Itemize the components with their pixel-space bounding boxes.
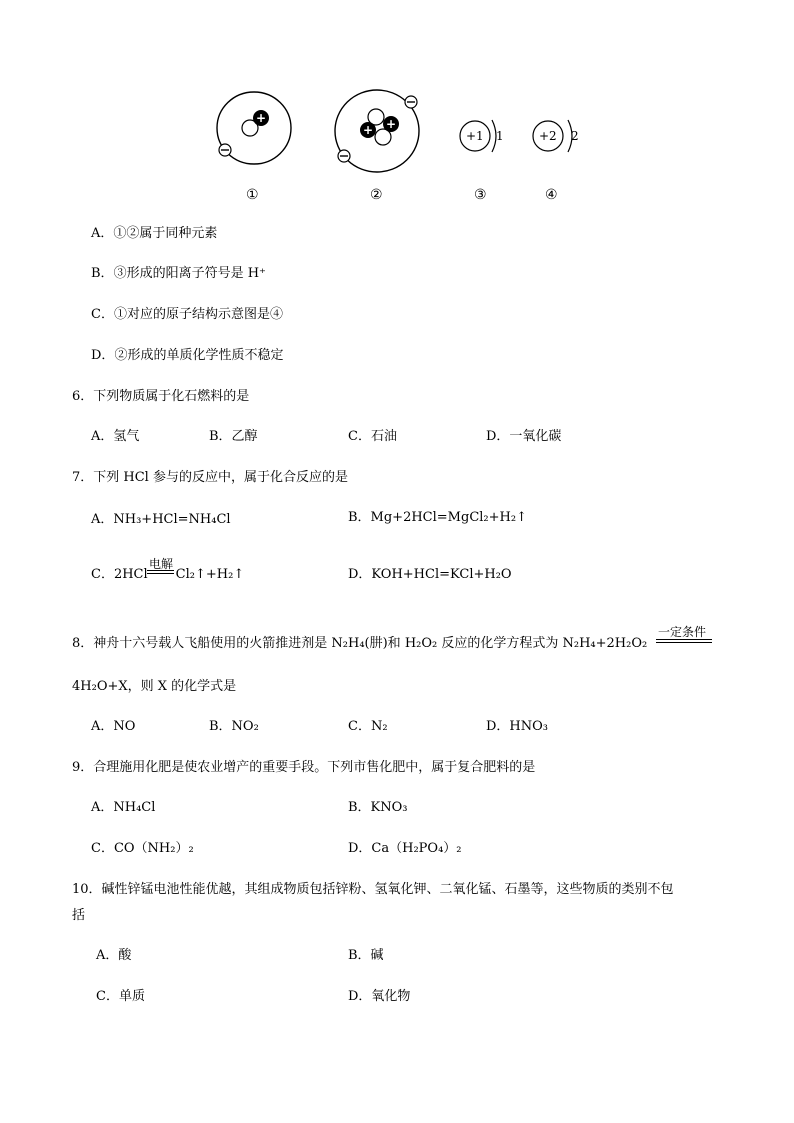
q8-stem: 8．神舟十六号载人飞船使用的火箭推进剂是 N₂H₄(肼)和 H₂O₂ 反应的化学方程式为 N₂H₄+2H₂O₂	[72, 636, 648, 651]
q9-option-c[interactable]: C．CO（NH₂）₂	[91, 841, 194, 856]
electrolysis-condition: 电解	[149, 557, 174, 571]
svg-text:+: +	[362, 123, 374, 137]
q8-option-c[interactable]: C．N₂	[348, 719, 388, 734]
product: Cl₂↑+H₂↑	[175, 567, 245, 582]
q10-option-b[interactable]: B．碱	[348, 948, 384, 963]
nucleus-charge-3: +1	[466, 129, 484, 143]
q5-option-d[interactable]	[91, 349, 283, 362]
q7-stem: 7．下列 HCl 参与的反应中，属于化合反应的是	[72, 470, 348, 485]
q8-option-b[interactable]: B．NO₂	[209, 719, 259, 734]
q6-option-d[interactable]: D．一氧化碳	[486, 429, 562, 444]
q6-option-a[interactable]: A．氢气	[91, 429, 140, 444]
figure-label-3: ③	[474, 187, 487, 203]
reaction-condition: 一定条件	[658, 625, 707, 639]
q6-stem: 6．下列物质属于化石燃料的是	[72, 389, 250, 404]
option-text: ②形成的单质化学性质不稳定	[114, 348, 284, 363]
option-letter: C．	[91, 307, 114, 322]
q6-option-c[interactable]: C．石油	[348, 429, 397, 444]
atom-structure-diagram-4	[528, 114, 588, 159]
atom-diagram-2	[330, 88, 425, 178]
option-text: ①②属于同种元素	[113, 226, 218, 241]
option-text: ③形成的阳离子符号是 H⁺	[113, 266, 266, 281]
option-letter: D．	[91, 348, 115, 363]
q9-option-a[interactable]: A．NH₄Cl	[91, 800, 156, 815]
q7-option-a[interactable]: A．NH₃+HCl=NH₄Cl	[91, 512, 231, 527]
q5-option-c[interactable]	[91, 308, 283, 321]
option-letter: C．	[91, 567, 114, 582]
q10-stem: 10．碱性锌锰电池性能优越，其组成物质包括锌粉、氢氧化钾、二氧化锰、石墨等，这些物质的类别不包	[72, 882, 674, 897]
option-letter: B．	[91, 266, 114, 281]
option-letter: A．	[91, 226, 114, 241]
q8-option-d[interactable]: D．HNO₃	[486, 719, 549, 734]
q9-stem: 9．合理施用化肥是使农业增产的重要手段。下列市售化肥中，属于复合肥料的是	[72, 760, 536, 775]
q10-option-a[interactable]: A．酸	[96, 948, 132, 963]
q10-option-c[interactable]: C．单质	[96, 989, 145, 1004]
q9-option-d[interactable]: D．Ca（H₂PO₄）₂	[348, 841, 462, 856]
svg-text:+: +	[255, 111, 267, 125]
svg-text:+: +	[385, 117, 397, 131]
figure-label-1: ①	[246, 187, 259, 203]
reactant: 2HCl	[113, 567, 148, 582]
q8-option-a[interactable]: A．NO	[91, 719, 136, 734]
q8-stem-continued: 4H₂O+X，则 X 的化学式是	[72, 679, 237, 694]
atom-diagram-1	[210, 88, 300, 168]
shell-electrons-4: 2	[571, 129, 579, 143]
shell-electrons-3: 1	[496, 129, 504, 143]
nucleus-charge-4: +2	[539, 129, 557, 143]
q7-option-b[interactable]: B．Mg+2HCl=MgCl₂+H₂↑	[348, 510, 527, 525]
option-text: ①对应的原子结构示意图是④	[113, 307, 283, 322]
q10-option-d[interactable]: D．氧化物	[348, 989, 411, 1004]
reaction-arrow-equals	[656, 639, 712, 643]
q6-option-b[interactable]: B．乙醇	[209, 429, 258, 444]
q9-option-b[interactable]: B．KNO₃	[348, 800, 408, 815]
reaction-arrow-equals	[147, 570, 174, 574]
q5-option-b[interactable]	[91, 267, 266, 280]
q7-option-d[interactable]: D．KOH+HCl=KCl+H₂O	[348, 567, 512, 582]
figure-label-2: ②	[370, 187, 383, 203]
q10-stem-continued: 括	[72, 908, 86, 923]
q5-option-a[interactable]	[91, 227, 217, 240]
figure-label-4: ④	[545, 187, 558, 203]
